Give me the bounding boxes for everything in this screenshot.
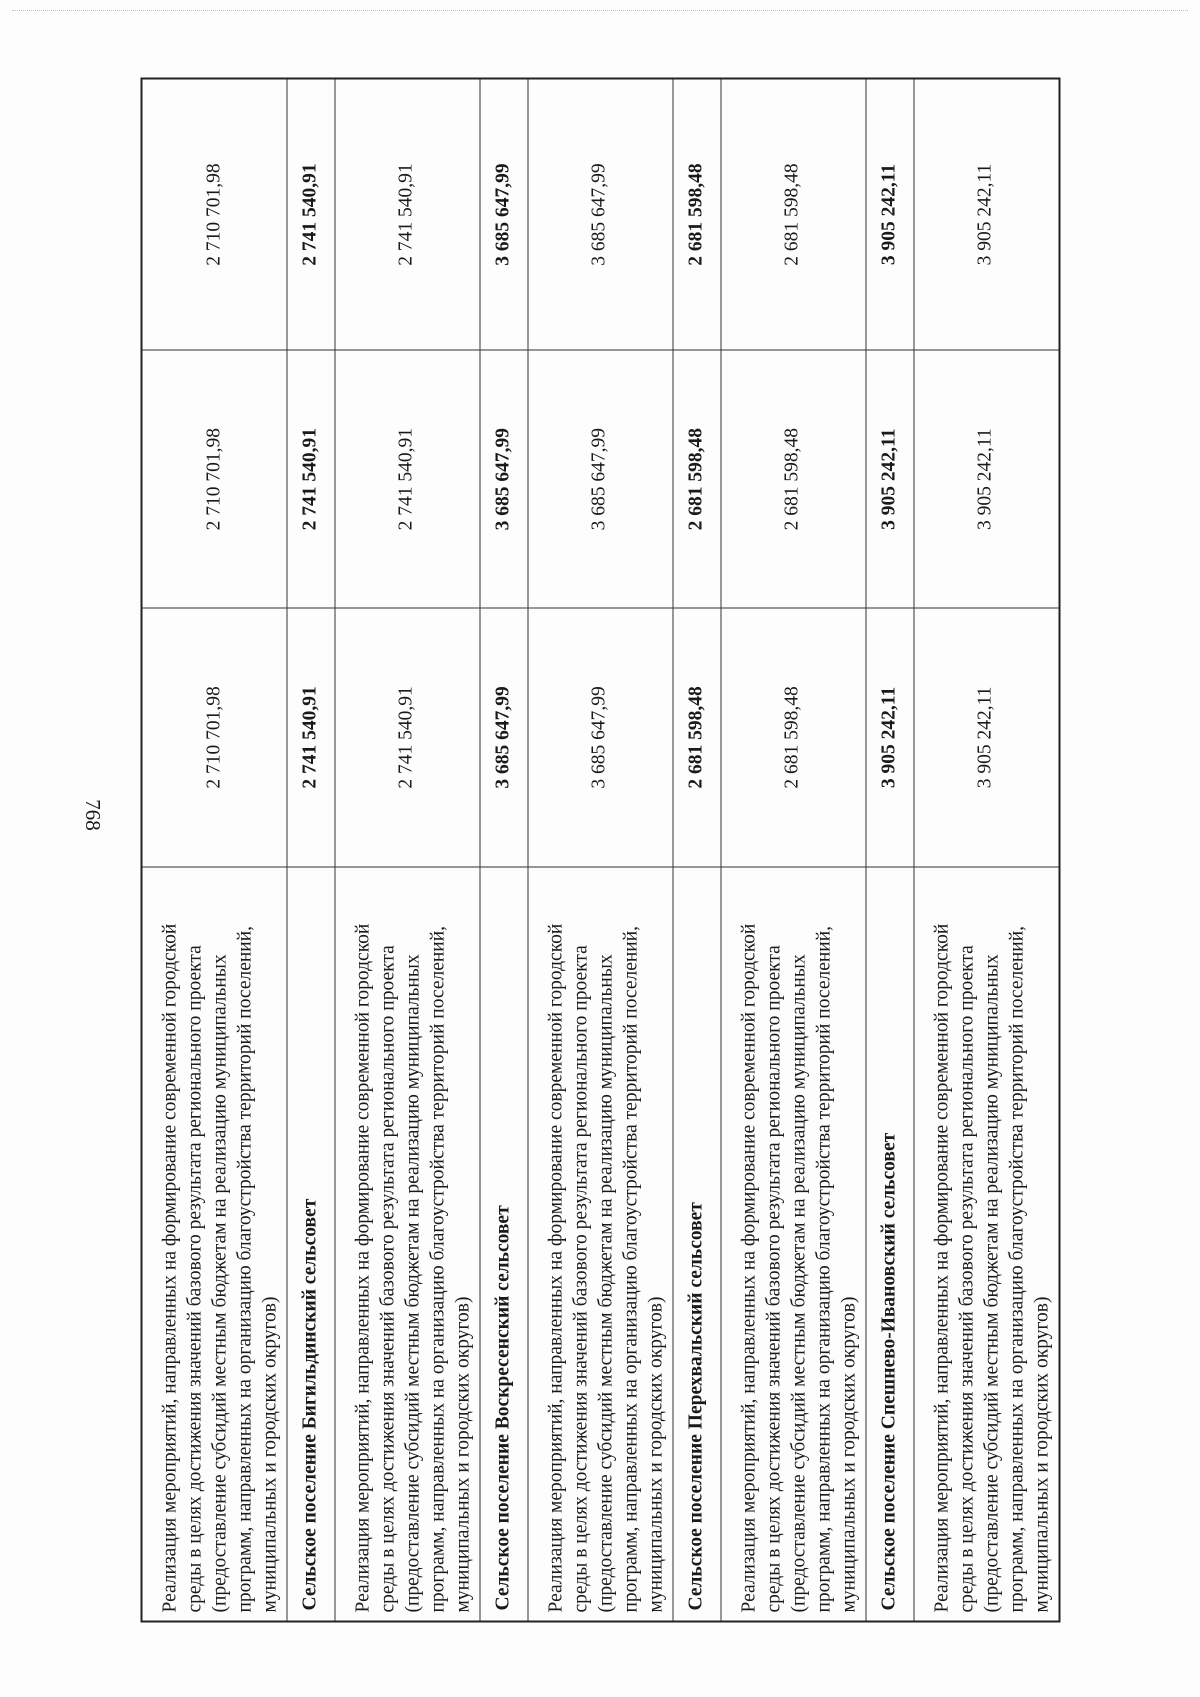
row-value-1: 2 681 598,48 [673,608,720,866]
row-value-2: 3 905 242,11 [866,350,913,608]
row-value-2: 3 685 647,99 [527,350,673,608]
row-value-1: 3 905 242,11 [913,608,1059,866]
budget-table [140,77,1060,1622]
row-value-3: 3 685 647,99 [480,78,527,350]
table-row-settlement [866,78,913,1621]
row-value-2: 2 710 701,98 [141,350,287,608]
table-row-activity [527,78,673,1621]
row-value-1: 2 710 701,98 [141,608,287,866]
row-value-3: 2 741 540,91 [287,78,334,350]
row-value-2: 3 685 647,99 [480,350,527,608]
row-value-2: 2 741 540,91 [334,350,480,608]
row-name: Реализация мероприятий, направленных на формирование современной городской среды в целях достижения значений базового результата регионального проекта (предоставление субсидий местным бюджетам на реализацию муниципальных программ, направленных на организацию благоустройства территорий поселений, муниципальных и городских округов) [720,866,866,1621]
table-row-activity [141,78,287,1621]
row-name: Реализация мероприятий, направленных на формирование современной городской среды в целях достижения значений базового результата регионального проекта (предоставление субсидий местным бюджетам на реализацию муниципальных программ, направленных на организацию благоустройства территорий поселений, муниципальных и городских округов) [527,866,673,1621]
table-row-settlement [287,78,334,1621]
row-name: Реализация мероприятий, направленных на формирование современной городской среды в целях достижения значений базового результата регионального проекта (предоставление субсидий местным бюджетам на реализацию муниципальных программ, направленных на организацию благоустройства территорий поселений, муниципальных и городских округов) [141,866,287,1621]
table-row-activity [334,78,480,1621]
settlement-name: Сельское поселение Воскресенский сельсовет [480,866,527,1621]
row-value-1: 2 741 540,91 [334,608,480,866]
row-value-2: 3 905 242,11 [913,350,1059,608]
row-value-3: 3 905 242,11 [866,78,913,350]
row-value-1: 2 681 598,48 [720,608,866,866]
row-value-1: 3 905 242,11 [866,608,913,866]
table-row-settlement [673,78,720,1621]
settlement-name: Сельское поселение Бигильдинский сельсовет [287,866,334,1621]
row-value-3: 2 681 598,48 [720,78,866,350]
settlement-name: Сельское поселение Спешнево-Ивановский сельсовет [866,866,913,1621]
row-value-1: 3 685 647,99 [480,608,527,866]
row-name: Реализация мероприятий, направленных на формирование современной городской среды в целях достижения значений базового результата регионального проекта (предоставление субсидий местным бюджетам на реализацию муниципальных программ, направленных на организацию благоустройства территорий поселений, муниципальных и городских округов) [913,866,1059,1621]
settlement-name: Сельское поселение Перехвальский сельсовет [673,866,720,1621]
row-value-3: 2 681 598,48 [673,78,720,350]
row-value-3: 2 710 701,98 [141,78,287,350]
row-value-1: 3 685 647,99 [527,608,673,866]
row-value-3: 2 741 540,91 [334,78,480,350]
page-number: 768 [81,799,105,831]
row-value-2: 2 681 598,48 [673,350,720,608]
row-value-3: 3 905 242,11 [913,78,1059,350]
row-value-1: 2 741 540,91 [287,608,334,866]
row-value-2: 2 741 540,91 [287,350,334,608]
rotated-table-container [140,77,1060,1622]
table-row-activity [913,78,1059,1621]
scan-edge-line [12,10,1188,12]
row-value-2: 2 681 598,48 [720,350,866,608]
table-row-settlement [480,78,527,1621]
row-value-3: 3 685 647,99 [527,78,673,350]
table-row-activity [720,78,866,1621]
row-name: Реализация мероприятий, направленных на формирование современной городской среды в целях достижения значений базового результата регионального проекта (предоставление субсидий местным бюджетам на реализацию муниципальных программ, направленных на организацию благоустройства территорий поселений, муниципальных и городских округов) [334,866,480,1621]
